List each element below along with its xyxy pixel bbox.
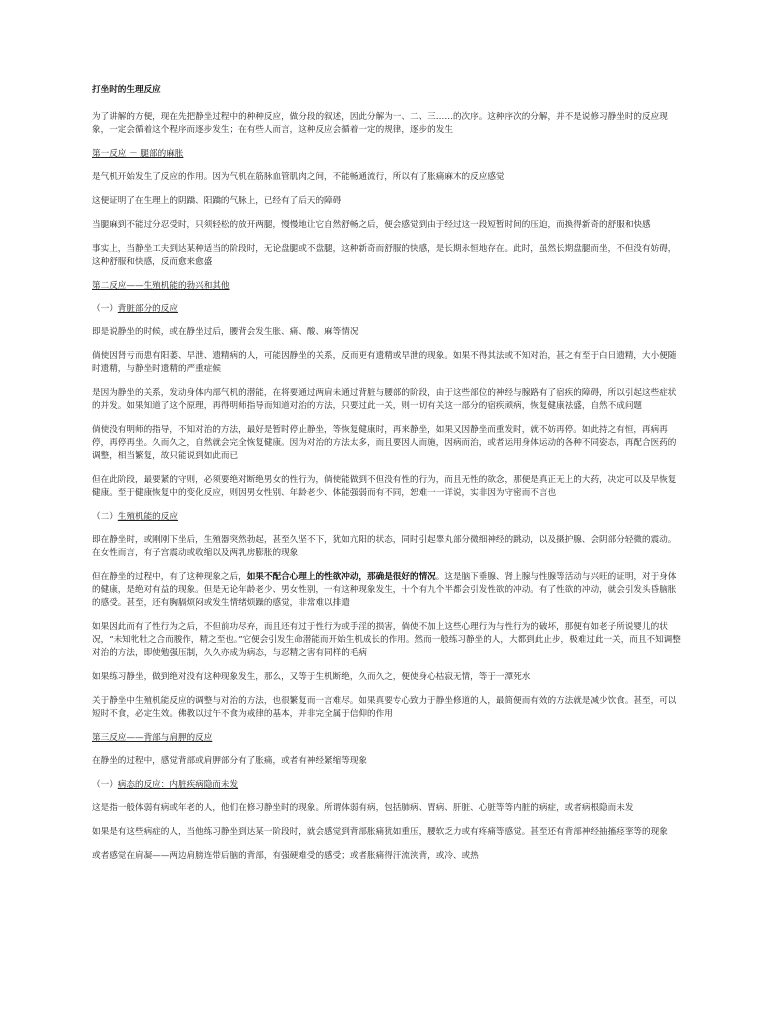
paragraph: 关于静坐中生殖机能反应的调整与对治的方法，也很繁复而一言难尽。如果真要专心致力于静坐修道的人，最简便而有效的方法就是减少饮食。甚至，可以短时不食，必定生效。佛教以过午不食为戒律的基本，并非完全属于信仰的作用 <box>92 696 677 719</box>
paragraph: 倘使没有明师的指导，不知对治的方法，最好是暂时停止静坐，等恢复健康时，再来静坐，如果又因静坐而重发时，就不妨再停。如此持之有恒，再病再停，再停再坐。久而久之，自然就会完全恢复健康。因为对治的方法太多，而且要因人而施，因病而治，或者运用身体运动的各种不同姿态，再配合医药的调整，相当繁复，故只能说到如此而已 <box>92 425 677 461</box>
section-heading-1: 第一反应 － 腿部的麻胀 <box>92 149 184 159</box>
intro-paragraph: 为了讲解的方便，现在先把静坐过程中的种种反应，做分段的叙述，因此分解为一、二、三……的次序。这种序次的分解，并不是说修习静坐时的反应现象，一定会循着这个程序而逐步发生；在有些人而言，这种反应会循着一定的规律，逐步的发生 <box>92 112 668 135</box>
subsection-heading <box>92 511 684 524</box>
paragraph: 即在静坐时，或刚刚下坐后，生殖器突然勃起，甚至久坚不下，犹如亢阳的状态，同时引起睾丸部分微细神经的跳动，以及摄护腺、会阴部分轻微的震动。在女性而言，有子宫震动或收缩以及两乳房膨胀的现象 <box>92 535 677 558</box>
paragraph: 事实上，当静坐工夫到达某种适当的阶段时，无论盘腿或不盘腿，这种新奇而舒服的快感，是长期永恒地存在。此时，虽然长期盘腿而坐，不但没有妨碍，这种舒服和快感，反而愈来愈盛 <box>92 244 677 267</box>
paragraph: 这便证明了在生理上的阴蹻、阳蹻的气脉上，已经有了后天的障碍 <box>92 196 342 206</box>
subsection-prefix: （二） <box>92 512 118 522</box>
subsection-label: 生殖机能的反应 <box>117 512 178 522</box>
section-heading-3: 第三反应——背部与肩胛的反应 <box>92 733 213 743</box>
subsection-heading <box>92 779 684 792</box>
subsection-prefix: （一） <box>92 304 118 314</box>
paragraph: 倘使因肾亏而患有阳萎、早泄、遗精病的人，可能因静坐的关系，反而更有遗精或早泄的现象。如果不得其法或不知对治，甚之有至于白日遗精，大小便随时遗精，与静坐时遗精的严重症候 <box>92 351 677 374</box>
subsection-label: 背脏部分的反应 <box>117 304 178 314</box>
subsection-heading <box>92 303 684 316</box>
paragraph: 但在此阶段，最要紧的守则，必须要绝对断绝男女的性行为，倘使能做到不但没有性的行为，而且无性的欲念，那便是真正无上的大药，决定可以及早恢复健康。至于健康恢复中的变化反应，则因男女性别、年龄老少、体能强弱而有不同，恕难一一详说，实非因为守密而不言也 <box>92 475 677 498</box>
paragraph: 即是说静坐的时候，或在静坐过后，腰背会发生胀、痛、酸、麻等情况 <box>92 327 359 337</box>
paragraph-with-bold <box>92 571 684 610</box>
document-page <box>92 84 684 874</box>
text-run: 。这是脑下垂腺、肾上腺与性腺等活动与兴旺的证明，对于身体的健康，是绝对有益的现象。但是无论年龄老少、男女性别，一有这种现象发生，十个有九个半都会引发性欲的冲动。有了性欲的冲动，就会引发头昏脑胀的感受。甚至，还有胸膈烦闷或发生情绪烦躁的感觉，非常难以排遣 <box>92 572 677 608</box>
paragraph: 这是指一般体弱有病或年老的人，他们在修习静坐时的现象。所谓体弱有病，包括肺病、胃病、肝脏、心脏等等内脏的病症，或者病根隐而未发 <box>92 803 634 813</box>
section-heading-2: 第二反应——生殖机能的勃兴和其他 <box>92 281 230 291</box>
subsection-prefix: （一） <box>92 780 118 790</box>
subsection-label: 病态的反应：内脏疾病隐而未发 <box>117 780 239 790</box>
paragraph: 如果是有这些病症的人，当他练习静坐到达某一阶段时，就会感觉到背部胀痛犹如重压，腰软乏力或有疼痛等感觉。甚至还有背部神经抽搐痉挛等的现象 <box>92 827 668 837</box>
bold-text-run: 如果不配合心理上的性欲冲动，那确是很好的情况 <box>246 572 436 582</box>
paragraph: 或者感觉在肩凝——两边肩膀连带后脑的背部，有强硬难受的感受；或者胀痛得汗流浃背，或冷、或热 <box>92 851 479 861</box>
paragraph: 如果因此而有了性行为之后，不但前功尽弃，而且还有过于性行为或手淫的损害，倘使不加上这些心理行为与性行为的破坏，那便有如老子所说婴儿的状况，“未知牝牡之合而朘作，精之至也。”它便会引发生命潜能而开始生机成长的作用。然而一般练习静坐的人，大都到此止步，极难过此一关，而且不知调整对治的方法，即使勉强压制，久久亦成为病态，与忍精之害有同样的毛病 <box>92 622 681 658</box>
paragraph: 如果练习静坐，做到绝对没有这种现象发生，那么，又等于生机断绝，久而久之，便使身心枯寂无情，等于一潭死水 <box>92 672 531 682</box>
document-title: 打坐时的生理反应 <box>92 85 161 95</box>
paragraph: 当腿麻到不能过分忍受时，只须轻松的放开两腿，慢慢地让它自然舒畅之后，便会感觉到由于经过这一段短暂时间的压迫，而换得新奇的舒服和快感 <box>92 220 651 230</box>
text-run: 但在静坐的过程中，有了这种现象之后， <box>92 572 247 582</box>
paragraph: 在静坐的过程中，感觉背部或肩胛部分有了胀痛，或者有神经紧缩等现象 <box>92 756 368 766</box>
paragraph: 是气机开始发生了反应的作用。因为气机在筋脉血管肌肉之间，不能畅通流行，所以有了胀痛麻木的反应感觉 <box>92 172 505 182</box>
paragraph: 是因为静坐的关系，发动身体内部气机的潜能，在将要通过两肩未通过背脏与腰部的阶段，由于这些部位的神经与腺路有了宿疾的障碍，所以引起这些症状的并发。如果知道了这个原理，再得明师指导而知道对治的方法，只要过此一关，则一切有关这一部分的宿疾顽病，恢复健康祛盛，自然不成问题 <box>92 388 677 411</box>
